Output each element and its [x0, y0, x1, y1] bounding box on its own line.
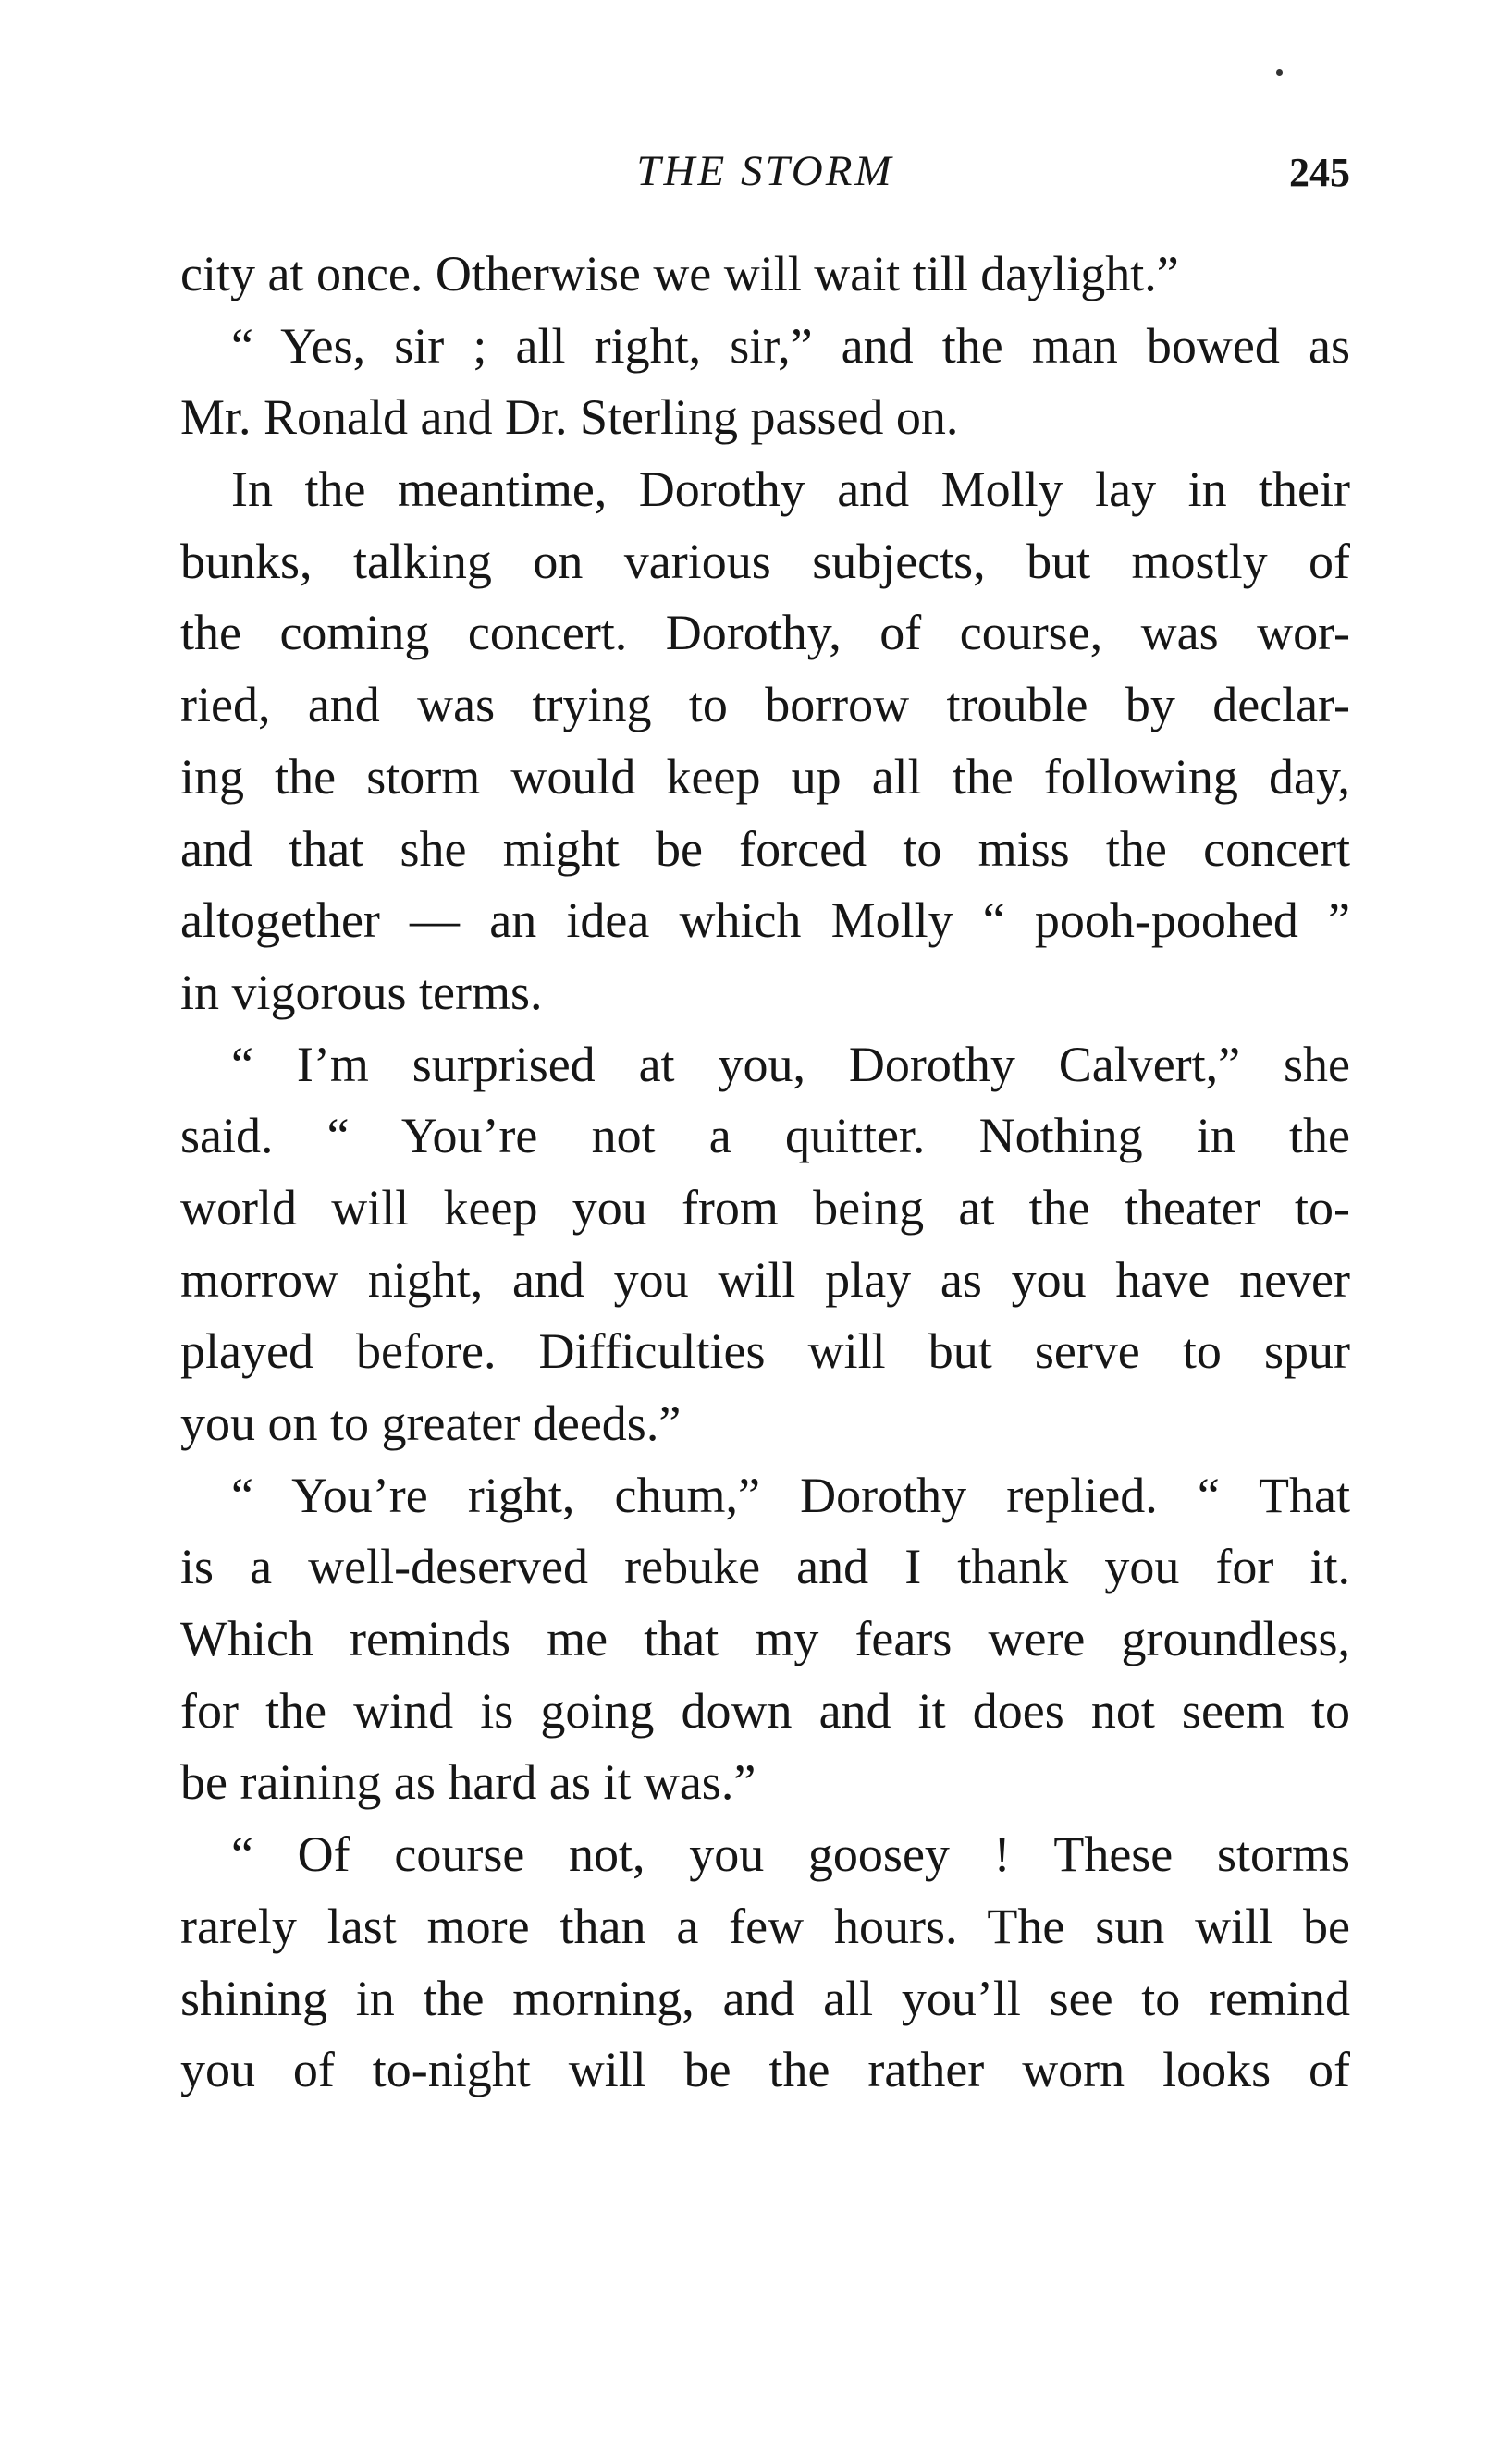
text-line: altogether — an idea which Molly “ pooh-poohed ”: [180, 892, 1350, 949]
text-line: world will keep you from being at the theater to-: [180, 1179, 1350, 1236]
text-line: you on to greater deeds.”: [180, 1396, 682, 1451]
text-line: “ You’re right, chum,” Dorothy replied. “ That: [231, 1467, 1350, 1523]
text-line: you of to-night will be the rather worn looks of: [180, 2042, 1350, 2098]
text-line: ried, and was trying to borrow trouble by declar-: [180, 677, 1350, 733]
body-text: [180, 239, 1350, 2107]
page-header: [180, 139, 1350, 203]
page-number: 245: [1289, 150, 1350, 195]
text-line: Mr. Ronald and Dr. Sterling passed on.: [180, 389, 959, 446]
text-line: morrow night, and you will play as you have never: [180, 1251, 1350, 1308]
text-line: rarely last more than a few hours. The sun will be: [180, 1898, 1350, 1954]
text-line: be raining as hard as it was.”: [180, 1754, 756, 1811]
text-line: “ I’m surprised at you, Dorothy Calvert,” she: [231, 1036, 1350, 1092]
text-line: and that she might be forced to miss the concert: [180, 820, 1350, 877]
text-line: bunks, talking on various subjects, but mostly of: [180, 533, 1350, 589]
text-line: city at once. Otherwise we will wait till daylight.”: [180, 246, 1179, 301]
text-line: in vigorous terms.: [180, 964, 543, 1020]
text-line: “ Yes, sir ; all right, sir,” and the man bowed as: [231, 317, 1350, 374]
text-line: is a well-deserved rebuke and I thank you for it.: [180, 1539, 1350, 1595]
ink-speck: [1276, 69, 1283, 76]
text-line: played before. Difficulties will but serve to spur: [180, 1323, 1350, 1380]
text-line: “ Of course not, you goosey ! These storms: [231, 1826, 1350, 1883]
text-line: In the meantime, Dorothy and Molly lay in their: [231, 461, 1350, 518]
text-line: the coming concert. Dorothy, of course, was wor-: [180, 605, 1350, 661]
text-line: shining in the morning, and all you’ll see to remind: [180, 1970, 1350, 2026]
text-line: for the wind is going down and it does not seem to: [180, 1682, 1350, 1739]
text-line: Which reminds me that my fears were groundless,: [180, 1611, 1350, 1667]
running-head: THE STORM: [636, 147, 894, 195]
text-line: said. “ You’re not a quitter. Nothing in the: [180, 1108, 1350, 1164]
text-line: ing the storm would keep up all the following day,: [180, 748, 1350, 805]
